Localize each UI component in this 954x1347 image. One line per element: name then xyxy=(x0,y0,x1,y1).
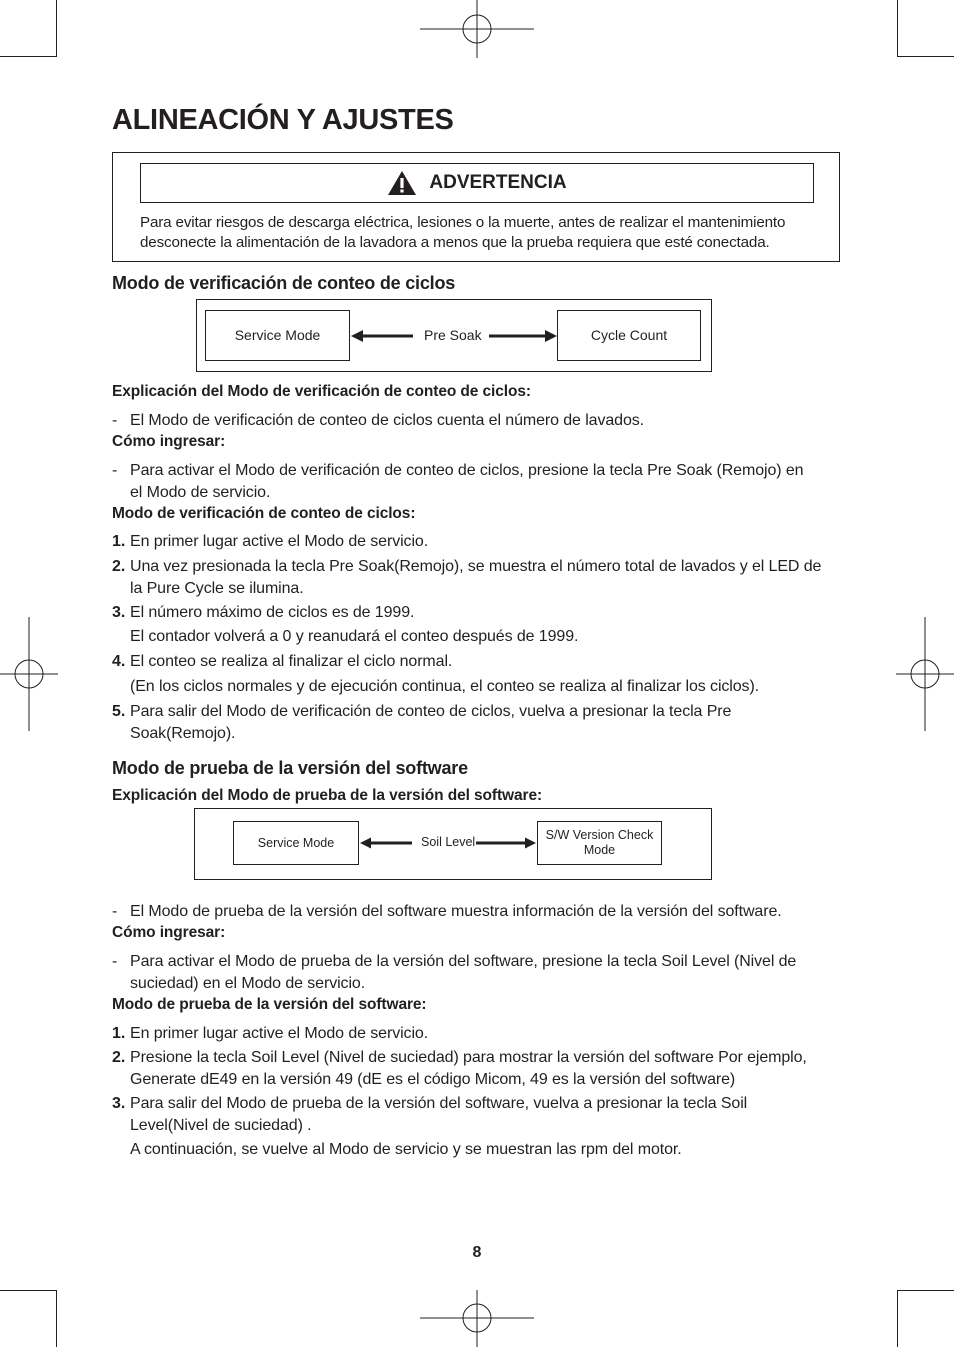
cycle-mode-heading: Modo de verificación de conteo de ciclos: xyxy=(112,505,416,522)
page-title: ALINEACIÓN Y AJUSTES xyxy=(112,104,454,136)
cycle-step-5-line-2: Soak(Remojo). xyxy=(130,724,236,742)
software-step-2-line-1: Presione la tecla Soil Level (Nivel de suciedad) para mostrar la versión del software Por ejemplo, xyxy=(130,1049,807,1066)
list-dash: - xyxy=(112,412,118,429)
software-step-3 xyxy=(130,1093,842,1136)
cycle-step-3: El número máximo de ciclos es de 1999. xyxy=(130,604,415,621)
cycle-step-4: El conteo se realiza al finalizar el ciclo normal. xyxy=(130,653,453,670)
warning-header xyxy=(140,163,814,203)
cycle-step-number: 4. xyxy=(112,653,126,670)
software-how-to-heading: Cómo ingresar: xyxy=(112,924,226,941)
software-step-number: 2. xyxy=(112,1049,126,1066)
software-how-to-line-1: Para activar el Modo de prueba de la versión del software, presione la tecla Soil Level (Nivel de xyxy=(130,953,797,970)
software-section-heading: Modo de prueba de la versión del software xyxy=(112,758,468,778)
cycle-how-to-line-1: Para activar el Modo de verificación de conteo de ciclos, presione la tecla Pre Soak (Remojo) en xyxy=(130,462,804,479)
software-mode-heading: Modo de prueba de la versión del software: xyxy=(112,996,427,1013)
registration-mark-bottom-icon xyxy=(420,1290,534,1347)
cycle-step-number: 1. xyxy=(112,533,126,550)
software-version-diagram xyxy=(194,808,712,880)
page-number: 8 xyxy=(472,1244,482,1261)
diagram-soil-level-label: Soil Level xyxy=(421,835,476,849)
diagram-sw-version-box xyxy=(537,821,662,865)
software-how-to-item xyxy=(130,951,842,994)
diagram-service-mode-box: Service Mode xyxy=(233,821,359,865)
software-step-number: 1. xyxy=(112,1025,126,1042)
software-step-1: En primer lugar active el Modo de servicio. xyxy=(130,1025,429,1042)
software-how-to-line-2: suciedad) en el Modo de servicio. xyxy=(130,974,366,992)
cycle-step-3-note: El contador volverá a 0 y reanudará el conteo después de 1999. xyxy=(130,628,579,645)
warning-triangle-icon xyxy=(387,170,417,196)
cycle-explanation-item: El Modo de verificación de conteo de ciclos cuenta el número de lavados. xyxy=(130,412,644,429)
cycle-step-5 xyxy=(130,701,842,744)
registration-mark-top-icon xyxy=(420,0,534,58)
cycle-count-diagram xyxy=(196,299,712,372)
diagram-sw-version-line-2: Mode xyxy=(583,843,616,857)
software-step-3-note: A continuación, se vuelve al Modo de servicio y se muestran las rpm del motor. xyxy=(130,1141,682,1158)
diagram-cycle-count-box: Cycle Count xyxy=(557,310,701,361)
warning-text xyxy=(140,213,830,253)
list-dash: - xyxy=(112,462,118,479)
registration-mark-left-icon xyxy=(0,617,58,731)
software-step-2-line-2: Generate dE49 en la versión 49 (dE es el código Micom, 49 es la versión del software) xyxy=(130,1070,736,1088)
cycle-how-to-heading: Cómo ingresar: xyxy=(112,433,226,450)
cycle-step-2-line-1: Una vez presionada la tecla Pre Soak(Remojo), se muestra el número total de lavados y el LED de xyxy=(130,558,822,575)
registration-mark-right-icon xyxy=(896,617,954,731)
cycle-step-5-line-1: Para salir del Modo de verificación de conteo de ciclos, vuelva a presionar la tecla Pre xyxy=(130,703,732,720)
cycle-step-number: 3. xyxy=(112,604,126,621)
software-step-2 xyxy=(130,1047,842,1090)
warning-label: ADVERTENCIA xyxy=(429,172,567,193)
cycle-section-heading: Modo de verificación de conteo de ciclos xyxy=(112,273,456,293)
diagram-sw-version-line-1: S/W Version Check xyxy=(545,828,654,842)
software-step-number: 3. xyxy=(112,1095,126,1112)
diagram-pre-soak-label: Pre Soak xyxy=(424,327,482,343)
cycle-step-2-line-2: la Pure Cycle se ilumina. xyxy=(130,579,304,597)
cycle-how-to-item xyxy=(130,460,842,503)
software-step-3-line-2: Level(Nivel de suciedad) . xyxy=(130,1116,312,1134)
cycle-step-number: 5. xyxy=(112,703,126,720)
software-explanation-heading: Explicación del Modo de prueba de la versión del software: xyxy=(112,787,543,804)
cycle-step-2 xyxy=(130,556,842,599)
cycle-step-number: 2. xyxy=(112,558,126,575)
list-dash: - xyxy=(112,953,118,970)
cycle-how-to-line-2: el Modo de servicio. xyxy=(130,483,271,501)
list-dash: - xyxy=(112,903,118,920)
warning-box xyxy=(112,152,840,262)
cycle-step-4-note: (En los ciclos normales y de ejecución continua, el conteo se realiza al finalizar los ciclos). xyxy=(130,678,760,695)
diagram-service-mode-box: Service Mode xyxy=(205,310,350,361)
cycle-step-1: En primer lugar active el Modo de servicio. xyxy=(130,533,429,550)
warning-line-1: Para evitar riesgos de descarga eléctrica, lesiones o la muerte, antes de realizar el mantenimiento xyxy=(140,214,786,231)
warning-line-2: desconecte la alimentación de la lavadora a menos que la prueba requiera que esté conectada. xyxy=(140,234,770,251)
software-step-3-line-1: Para salir del Modo de prueba de la versión del software, vuelva a presionar la tecla Soil xyxy=(130,1095,748,1112)
software-explanation-item: El Modo de prueba de la versión del software muestra información de la versión del software. xyxy=(130,903,782,920)
cycle-explanation-heading: Explicación del Modo de verificación de conteo de ciclos: xyxy=(112,383,531,400)
